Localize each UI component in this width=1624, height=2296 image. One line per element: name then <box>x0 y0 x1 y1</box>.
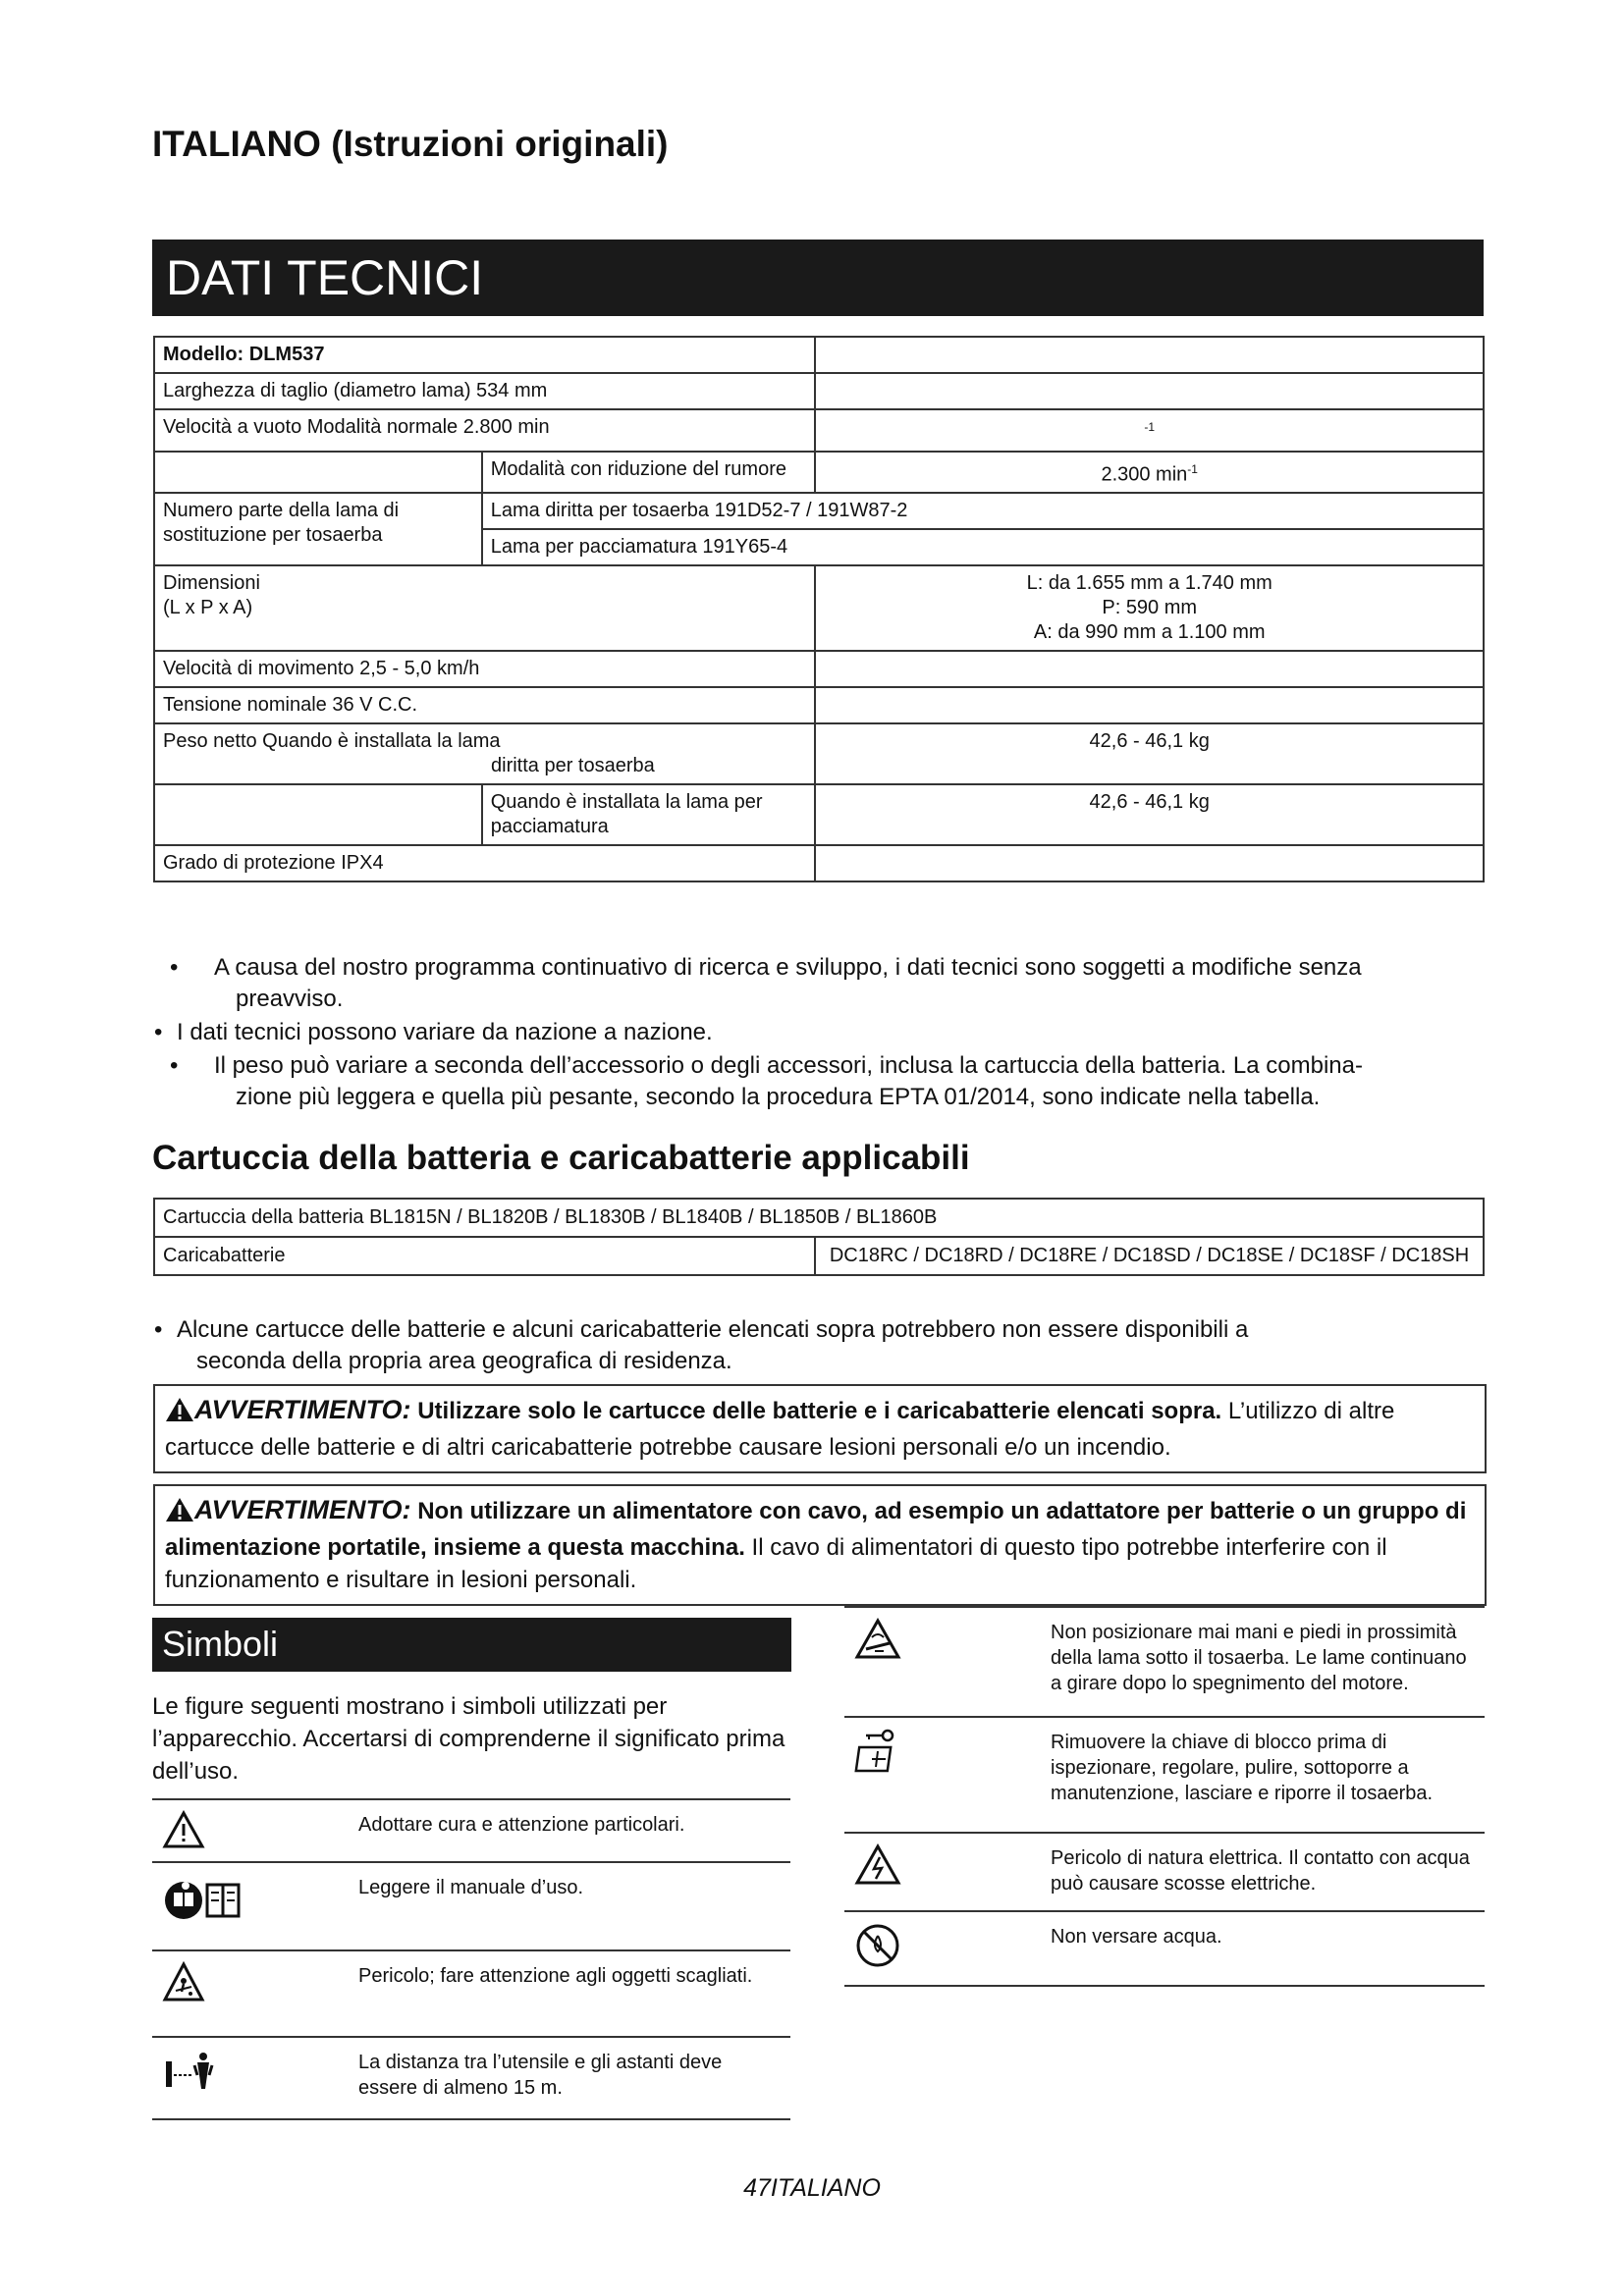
symbol-description: La distanza tra l’utensile e gli astanti deve essere di almeno 15 m. <box>358 2037 790 2119</box>
table-row <box>152 1950 790 2037</box>
table-row <box>154 723 1484 784</box>
simboli-intro: Le figure seguenti mostrano i simboli utilizzati per l’apparecchio. Accertarsi di comprenderne il significato prima dell’uso. <box>152 1693 785 1785</box>
spec-dimensioni-label: Dimensioni (L x P x A) <box>154 565 815 651</box>
spec-empty-cell <box>154 784 482 845</box>
spec-lama-label: Numero parte della lama di sostituzione per tosaerba <box>154 493 482 565</box>
dati-tecnici-section-bar <box>152 240 1484 316</box>
spec-dimensioni-value: L: da 1.655 mm a 1.740 mm P: 590 mm A: da 990 mm a 1.100 mm <box>815 565 1484 651</box>
symbol-description: Non versare acqua. <box>1051 1911 1485 1986</box>
remove-key-icon <box>844 1717 1051 1833</box>
spec-empty-cell <box>815 337 1484 373</box>
simboli-section-bar <box>152 1618 791 1672</box>
table-row <box>154 687 1484 723</box>
read-manual-icon <box>152 1862 358 1950</box>
spec-velocita-normale-unit: -1 <box>815 409 1484 452</box>
spec-peso-diritta-value: 42,6 - 46,1 kg <box>815 723 1484 784</box>
warning-box-chargers <box>153 1384 1487 1473</box>
blade-hazard-icon <box>844 1607 1051 1717</box>
battery-caricabatterie-value: DC18RC / DC18RD / DC18RE / DC18SD / DC18SE / DC18SF / DC18SH <box>815 1237 1484 1275</box>
symbol-description: Adottare cura e attenzione particolari. <box>358 1799 790 1862</box>
symbols-table-right <box>844 1606 1485 1987</box>
page-footer: 47ITALIANO <box>743 2174 881 2202</box>
table-row <box>154 1237 1484 1275</box>
warning-triangle-icon <box>165 1397 194 1431</box>
symbol-description: Pericolo; fare attenzione agli oggetti scagliati. <box>358 1950 790 2037</box>
table-row <box>154 1199 1484 1237</box>
table-row <box>844 1607 1485 1717</box>
spec-velocita-normale: Velocità a vuoto Modalità normale 2.800 min <box>154 409 815 452</box>
symbol-description: Non posizionare mai mani e piedi in prossimità della lama sotto il tosaerba. Le lame continuano a girare dopo lo spegnimento del motore. <box>1051 1607 1485 1717</box>
battery-cartuccia: Cartuccia della batteria BL1815N / BL1820B / BL1830B / BL1840B / BL1850B / BL1860B <box>154 1199 1484 1237</box>
dati-tecnici-title: DATI TECNICI <box>166 250 484 305</box>
spec-velocita-movimento: Velocità di movimento 2,5 - 5,0 km/h <box>154 651 815 687</box>
list-item: • I dati tecnici possono variare da nazione a nazione. <box>152 1017 1488 1048</box>
warning-tag: AVVERTIMENTO: <box>194 1495 411 1524</box>
spec-grado-protezione: Grado di protezione IPX4 <box>154 845 815 881</box>
table-row <box>154 651 1484 687</box>
symbol-description: Pericolo di natura elettrica. Il contatto con acqua può causare scosse elettriche. <box>1051 1833 1485 1911</box>
electric-hazard-icon <box>844 1833 1051 1911</box>
distance-15m-icon <box>152 2037 358 2119</box>
symbol-description: Leggere il manuale d’uso. <box>358 1862 790 1950</box>
table-row <box>154 493 1484 529</box>
table-row <box>154 565 1484 651</box>
symbols-table-left <box>152 1798 790 2120</box>
table-row <box>154 373 1484 409</box>
table-row <box>154 845 1484 881</box>
battery-caricabatterie-label: Caricabatterie <box>154 1237 815 1275</box>
warning-text: L’utilizzo di altre cartucce delle batterie e di altri caricabatterie potrebbe causare lesioni personali e/o un incendio. <box>165 1398 1395 1461</box>
spec-empty-cell <box>154 452 482 494</box>
battery-notes-list <box>152 1314 1488 1379</box>
warning-bold-text: Utilizzare solo le cartucce delle batterie e i caricabatterie elencati sopra. <box>417 1398 1222 1424</box>
page-language-heading: ITALIANO (Istruzioni originali) <box>152 124 669 164</box>
spec-velocita-ridotta-value: 2.300 $\min^{-1}$ <box>815 452 1484 494</box>
spec-lama-diritta: Lama diritta per tosaerba 191D52-7 / 191W87-2 <box>482 493 1484 529</box>
warning-tag: AVVERTIMENTO: <box>194 1395 411 1424</box>
table-row <box>152 1862 790 1950</box>
spec-peso-pacciamatura-label: Quando è installata la lama per pacciamatura <box>482 784 816 845</box>
table-row <box>154 409 1484 452</box>
thrown-objects-icon <box>152 1950 358 2037</box>
warning-text: Il cavo di alimentatori di questo tipo potrebbe interferire con il funzionamento e risultare in lesioni personali. <box>165 1534 1387 1593</box>
spec-peso-pacciamatura-value: 42,6 - 46,1 kg <box>815 784 1484 845</box>
list-item: • Il peso può variare a seconda dell’accessorio o degli accessori, inclusa la cartuccia della batteria. La combina- zione più leggera e quella più pesante, secondo la procedura EPTA 01/2014, sono indicate nella tabella. <box>152 1050 1488 1113</box>
spec-empty-cell <box>815 687 1484 723</box>
spec-empty-cell <box>815 845 1484 881</box>
table-row <box>154 452 1484 494</box>
spec-peso-diritta-label: Peso netto Quando è installata la lama diritta per tosaerba <box>154 723 815 784</box>
table-row <box>844 1833 1485 1911</box>
batterie-section-heading: Cartuccia della batteria e caricabatterie applicabili <box>152 1139 970 1177</box>
simboli-title: Simboli <box>162 1624 279 1664</box>
no-water-icon <box>844 1911 1051 1986</box>
warning-bold-text: Non utilizzare un alimentatore con cavo, ad esempio un adattatore per batterie o un gruppo di alimentazione portatile, insieme a questa macchina. <box>165 1498 1467 1561</box>
spec-notes-list <box>152 952 1488 1115</box>
table-row <box>152 1799 790 1862</box>
caution-triangle-icon <box>152 1799 358 1862</box>
list-item: • A causa del nostro programma continuativo di ricerca e sviluppo, i dati tecnici sono soggetti a modifiche senza preavviso. <box>152 952 1488 1015</box>
table-row <box>154 337 1484 373</box>
table-row <box>154 784 1484 845</box>
spec-empty-cell <box>815 373 1484 409</box>
spec-larghezza: Larghezza di taglio (diametro lama) 534 mm <box>154 373 815 409</box>
warning-triangle-icon <box>165 1497 194 1531</box>
spec-model: Modello: DLM537 <box>154 337 815 373</box>
table-row <box>152 2037 790 2119</box>
table-row <box>844 1911 1485 1986</box>
list-item: • Alcune cartucce delle batterie e alcuni caricabatterie elencati sopra potrebbero non essere disponibili a seconda della propria area geografica di residenza. <box>152 1314 1488 1377</box>
battery-table <box>153 1198 1485 1276</box>
spec-table <box>153 336 1485 882</box>
warning-box-power-supply <box>153 1484 1487 1606</box>
spec-empty-cell <box>815 651 1484 687</box>
spec-tensione: Tensione nominale 36 V C.C. <box>154 687 815 723</box>
symbol-description: Rimuovere la chiave di blocco prima di ispezionare, regolare, pulire, sottoporre a manutenzione, lasciare e riporre il tosaerba. <box>1051 1717 1485 1833</box>
spec-lama-pacciamatura: Lama per pacciamatura 191Y65-4 <box>482 529 1484 565</box>
table-row <box>844 1717 1485 1833</box>
spec-velocita-ridotta-label: Modalità con riduzione del rumore <box>482 452 816 494</box>
